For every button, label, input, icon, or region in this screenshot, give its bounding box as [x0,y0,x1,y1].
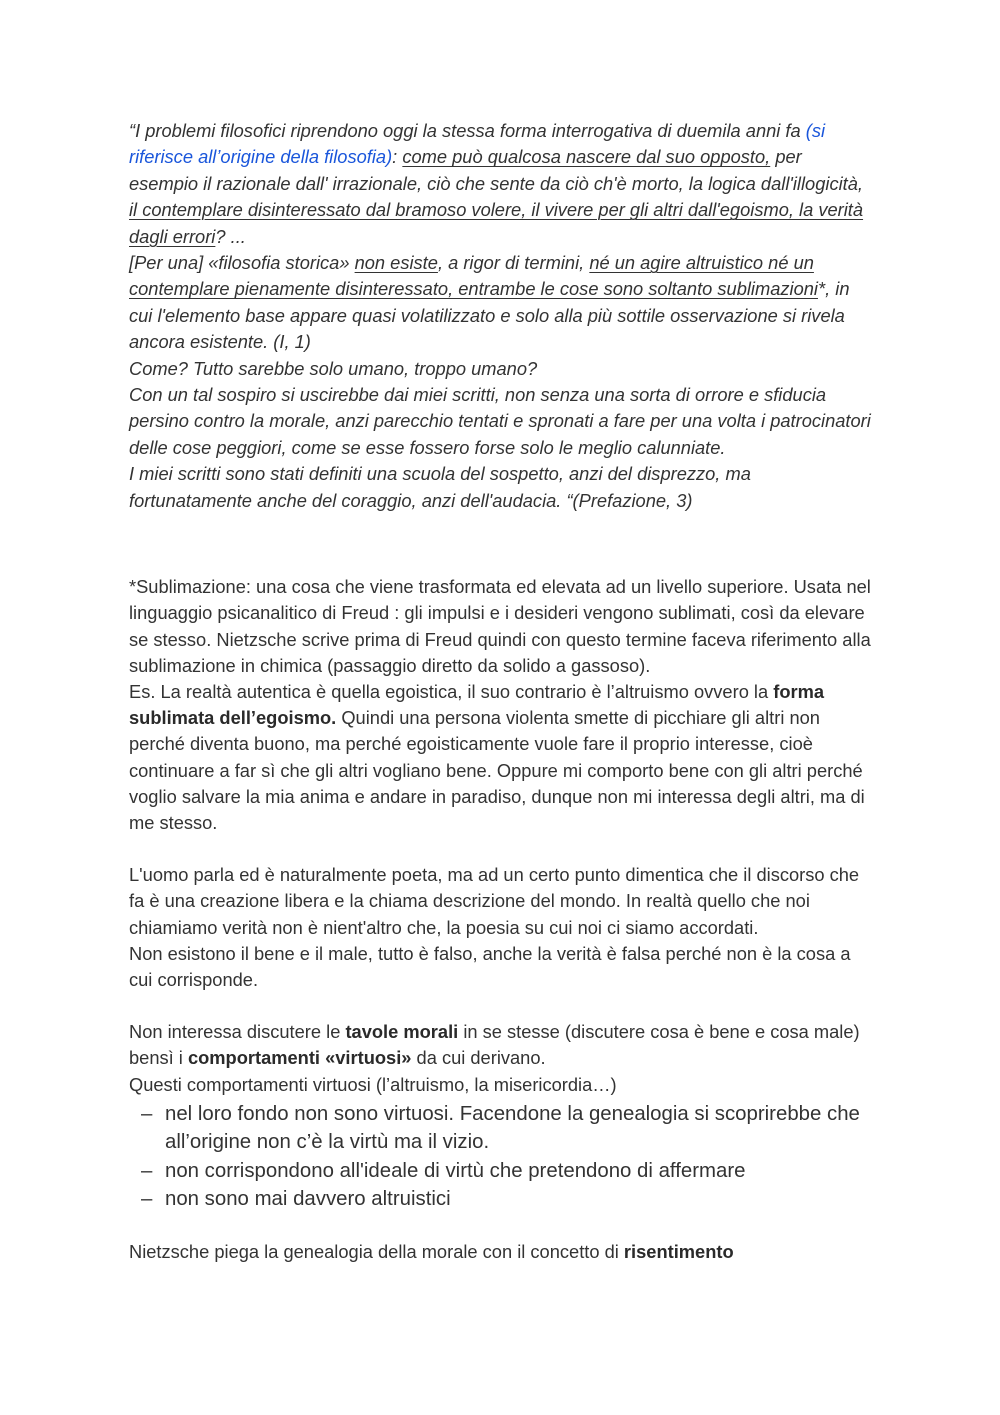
moral-paragraph-1: Non interessa discutere le tavole morali in se stesse (discutere cosa è bene e cosa male) bensì i comportamenti «virtuosi» da cui derivano. [129,1021,860,1069]
document-page [129,118,874,1266]
bold-term: risentimento [623,1241,734,1263]
underlined-phrase: non esiste [354,252,438,274]
origin-note-link: (si riferisce all’origine della filosofia) [129,120,826,168]
sublimation-note [129,574,874,836]
underlined-phrase: il contemplare disinteressato dal bramoso volere, il vivere per gli altri dall'egoismo, la verità dagli errori [129,199,864,247]
spacer [129,993,874,1019]
poet-paragraph-2: Non esistono il bene e il male, tutto è falso, anche la verità è falsa perché non è la cosa a cui corrisponde. [129,942,851,990]
list-item: – non sono mai davvero altruistici [129,1185,874,1213]
quote-paragraph-2: [Per una] «filosofia storica» non esiste, a rigor di termini, né un agire altruistico né un contemplare pienamente disinteressato, entrambe le cose sono soltanto sublimazioni*, in cui l'elemento base appare quasi volatilizzato e solo alla più sottile osservazione si rivela ancora esistente. (I, 1) [129,252,850,353]
note-paragraph-1: *Sublimazione: una cosa che viene trasformata ed elevata ad un livello superiore. Usata nel linguaggio psicanalitico di Freud : gli impulsi e i desideri vengono sublimati, così da elevare se stesso. Nietzsche scrive prima di Freud quindi con questo termine faceva riferimento alla sublimazione in chimica (passaggio diretto da solido a gassoso). [129,576,871,676]
list-item: – nel loro fondo non sono virtuosi. Facendone la genealogia si scoprirebbe che all’origine non c’è la virtù ma il vizio. [129,1100,874,1157]
moral-section [129,1019,874,1265]
bold-term: forma sublimata dell’egoismo. [129,680,825,729]
poet-paragraph-1: L'uomo parla ed è naturalmente poeta, ma ad un certo punto dimentica che il discorso che fa è una creazione libera e la chiama descrizione del mondo. In realtà quello che noi chiamiamo verità non è nient'altro che, la poesia su cui noi ci siamo accordati. [129,864,860,938]
bold-term: tavole morali [345,1021,459,1043]
quote-paragraph-3: Come? Tutto sarebbe solo umano, troppo umano? [129,357,538,379]
nietzsche-quote [129,118,874,514]
moral-paragraph-2: Questi comportamenti virtuosi (l’altruismo, la misericordia…) [129,1073,617,1095]
moral-paragraph-last: Nietzsche piega la genealogia della morale con il concetto di risentimento [129,1241,734,1263]
note-paragraph-2: Es. La realtà autentica è quella egoistica, il suo contrario è l’altruismo ovvero la forma sublimata dell’egoismo. Quindi una persona violenta smette di picchiare gli altri non perché diventa buono, ma perché egoisticamente vuole fare il proprio interesse, cioè continuare a far sì che gli altri vogliano bene. Oppure mi comporto bene con gli altri perché voglio salvare la mia anima e andare in paradiso, dunque non mi interessa degli altri, ma di me stesso. [129,680,865,833]
quote-paragraph-5: I miei scritti sono stati definiti una scuola del sospetto, anzi del disprezzo, ma fortunatamente anche del coraggio, anzi dell'audacia. “(Prefazione, 3) [129,463,751,511]
poet-section [129,862,874,993]
bold-term: comportamenti «virtuosi» [187,1047,412,1069]
virtues-list [129,1100,874,1214]
underlined-phrase: né un agire altruistico né un contemplare pienamente disinteressato, entrambe le cose sono soltanto sublimazioni [129,252,818,300]
list-item: – non corrispondono all'ideale di virtù che pretendono di affermare [129,1157,874,1185]
underlined-phrase: come può qualcosa nascere dal suo opposto, [402,146,771,168]
quote-paragraph-1: “I problemi filosofici riprendono oggi la stessa forma interrogativa di duemila anni fa (si riferisce all’origine della filosofia): come può qualcosa nascere dal suo opposto, per esempio il razionale dall' irrazionale, ciò che sente da ciò ch'è morto, la logica dall'illogicità, il contemplare disinteressato dal bramoso volere, il vivere per gli altri dall'egoismo, la verità dagli errori? ... [129,120,864,247]
spacer [129,1213,874,1239]
quote-paragraph-4: Con un tal sospiro si uscirebbe dai miei scritti, non senza una sorta di orrore e sfiducia persino contro la morale, anzi parecchio tentati e spronati a fare per una volta i patrocinatori delle cose peggiori, come se esse fossero forse solo le meglio calunniate. [129,384,871,458]
spacer [129,836,874,862]
spacer [129,514,874,574]
